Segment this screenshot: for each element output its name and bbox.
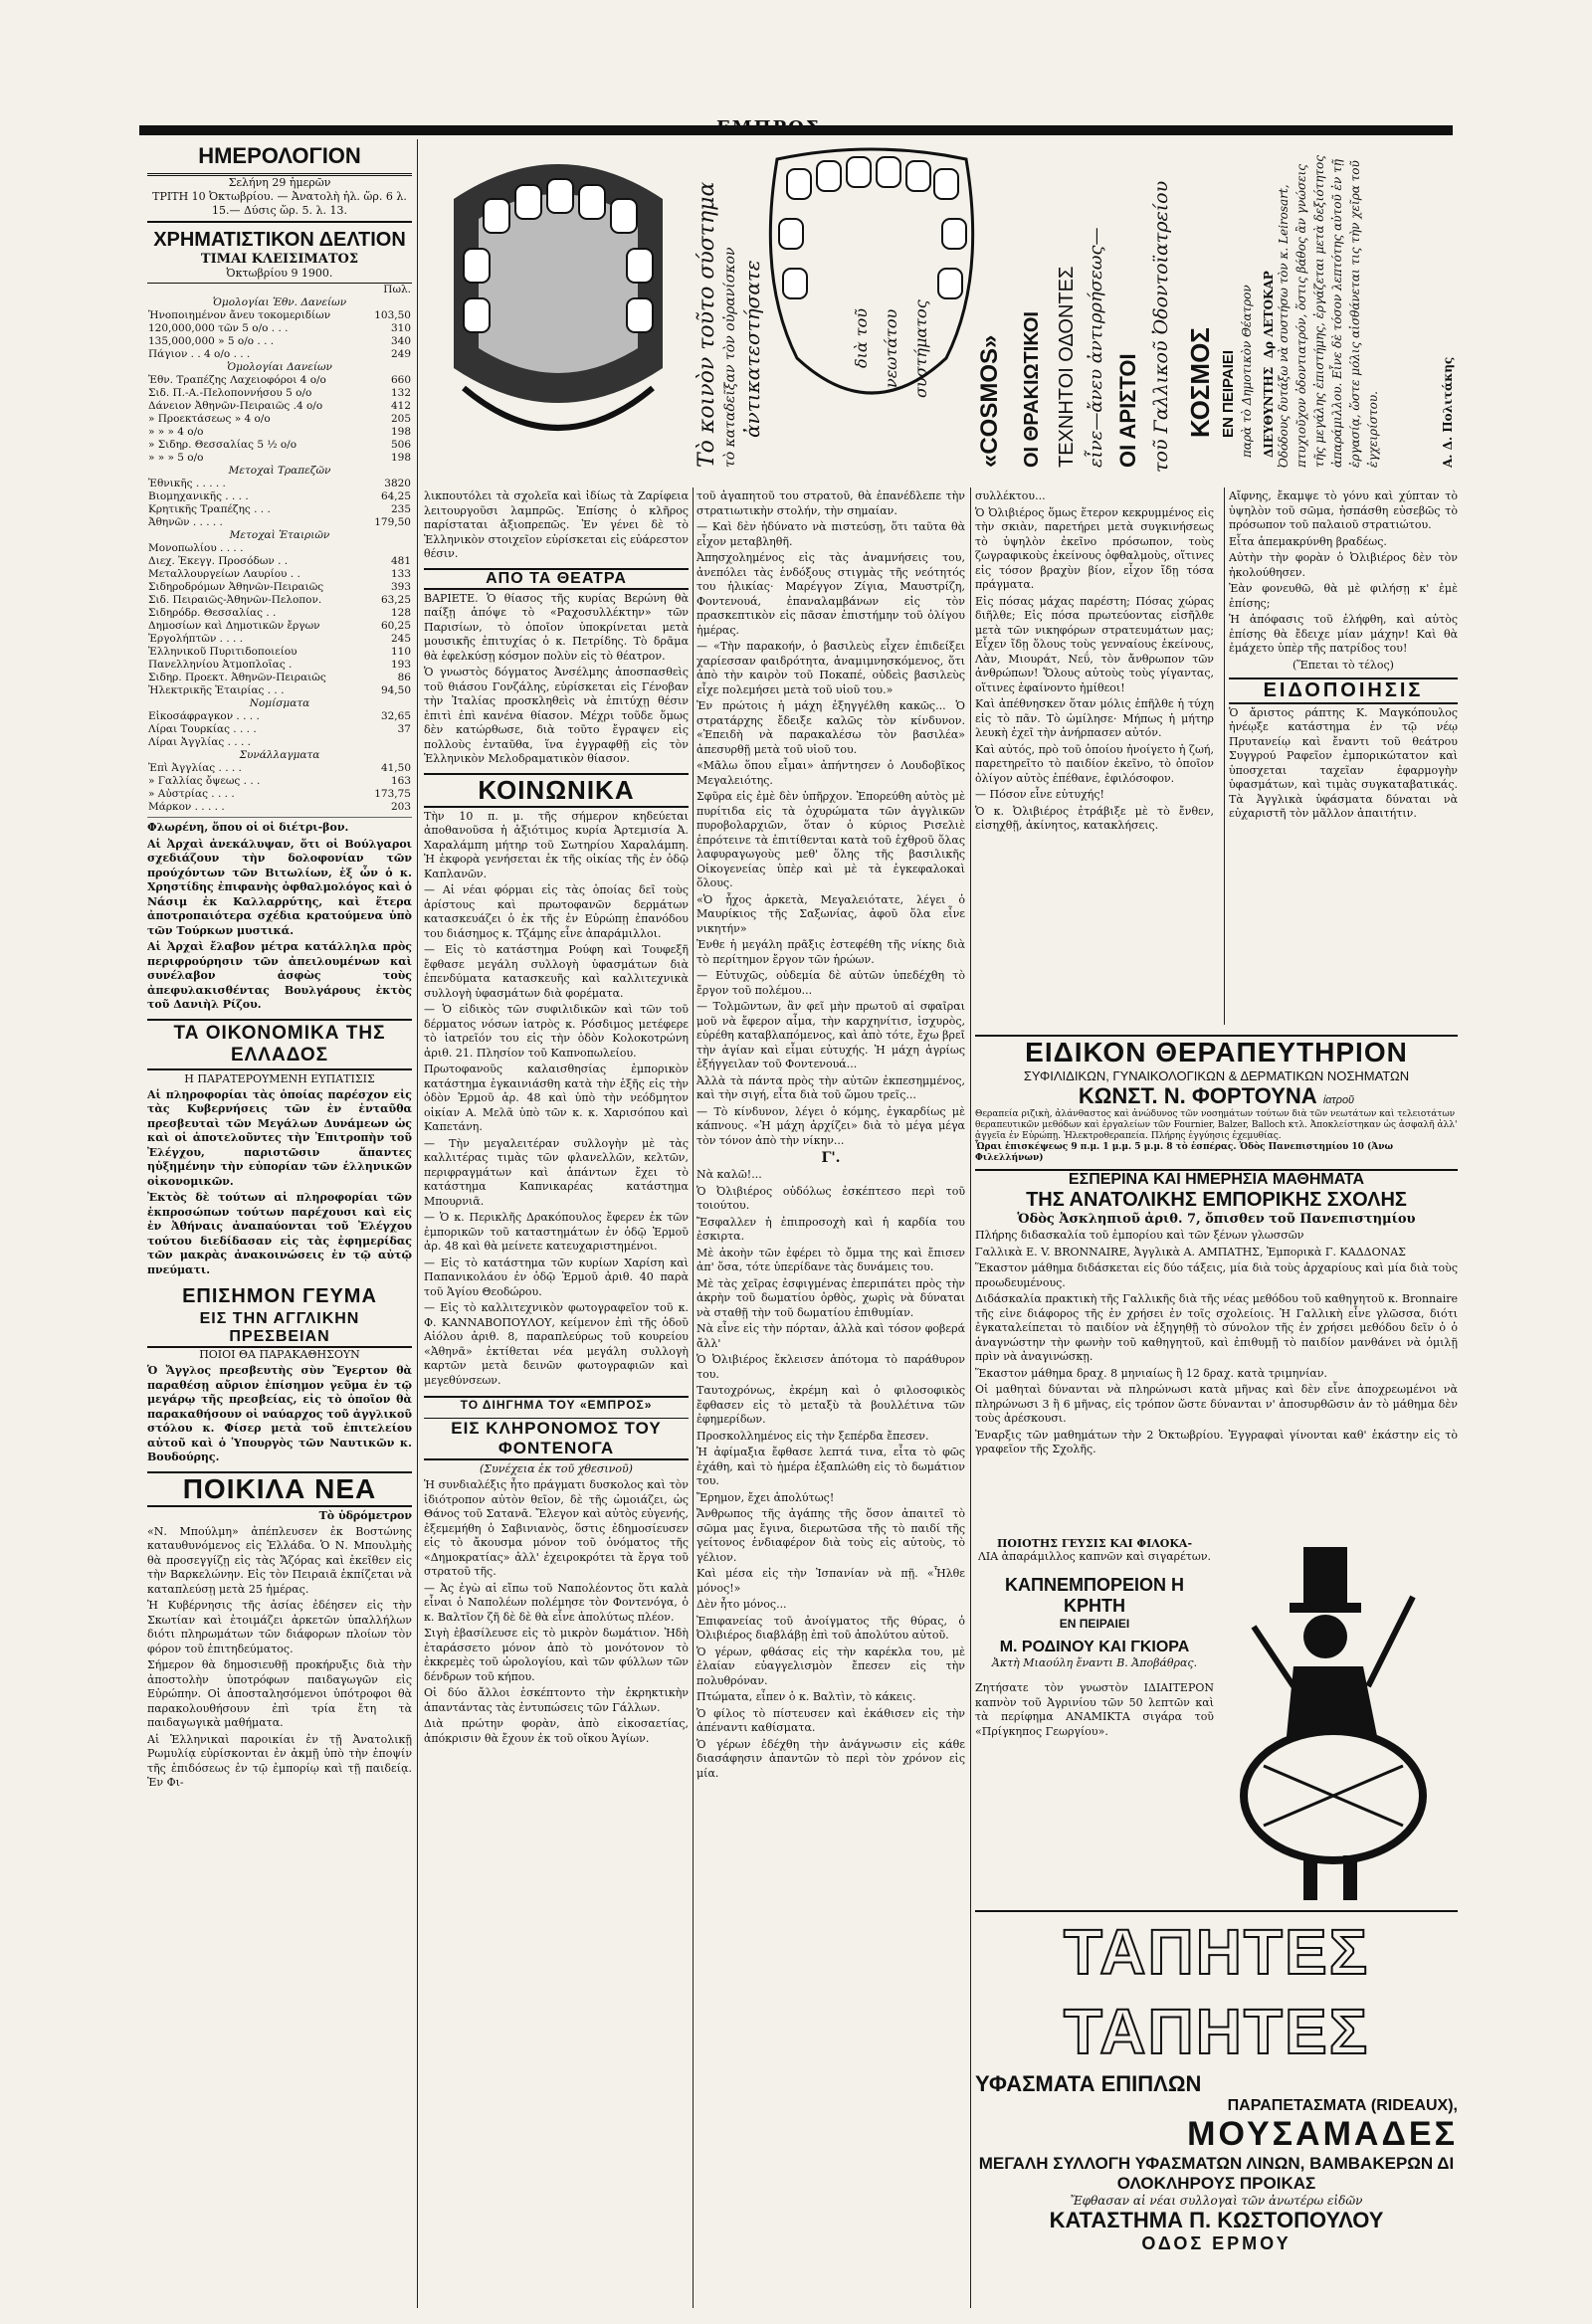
dinner-heading-2: ΕΙΣ ΤΗΝ ΑΓΓΛΙΚΗΝ ΠΡΕΣΒΕΙΑΝ [147, 1310, 412, 1348]
finance-group-name: Μετοχαὶ Τραπεζῶν [228, 465, 331, 477]
clinic-doctor-role: ἰατροῦ [1322, 1094, 1355, 1106]
dental-vertical-1: Τὸ κοινὸν τοῦτο σύστημα [695, 181, 719, 468]
finance-row-label: Σιδ. Π.-Α.-Πελοποννήσου 5 ο/ο [148, 387, 312, 399]
finance-title: ΧΡΗΜΑΤΙΣΤΙΚΟΝ ΔΕΛΤΙΟΝ [153, 229, 406, 251]
carpet-collection: ΜΕΓΑΛΗ ΣΥΛΛΟΓΗ ΥΦΑΣΜΑΤΩΝ ΛΙΝΩΝ, ΒΑΜΒΑΚΕΡΩΝ ΔΙ ΟΛΟΚΛΗΡΟΥΣ ΠΡΟΙΚΑΣ [978, 2154, 1455, 2193]
carpet-store: ΚΑΤΑΣΤΗΜΑ Π. ΚΩΣΤΟΠΟΥΛΟΥ [1049, 2208, 1384, 2232]
finance-group-name: Νομίσματα [249, 697, 310, 709]
finance-row-value: 310 [390, 322, 411, 334]
finance-table [147, 283, 412, 814]
finance-row-label: Μεταλλουργείων Λαυρίου . . [148, 568, 300, 580]
finance-row-label: 120,000,000 τῶν 5 ο/ο . . . [148, 322, 289, 334]
finance-row-label: Σιδηρ. Προεκτ. Ἀθηνῶν-Πειραιῶς [148, 672, 326, 683]
col3-p31: Ὁ φίλος τὸ πίστευσεν καὶ ἐκάθισεν εἰς τὴν ἀπέναντι καθίσματα. [696, 1706, 965, 1734]
school-p4: Διδάσκαλία πρακτικὴ τῆς Γαλλικῆς διὰ τῆς νέας μεθόδου τοῦ καθηγητοῦ κ. Bronnaire τῆς εἰνε διάφορος τῆς ἐν χρήσει ἐν τοῖς σχολείοις. Ἡ Γαλλικὴ εἶνε γλῶσσα, διότι ἐγκαταλείπεται τὸ παιδίον νὰ ἐξηγηθῇ τὸ σύνολον τῆς ἐν χρήσει μεθόδου δεῖν ὁ ὁ ἀναγνώστην τὴν φωνὴν τοῦ καθηγητοῦ, καὶ ἐπιθυμῇ τὸ παιδίον μανθάνει νὰ ὁμιλῇ πρὶν νὰ ἀναγινώσκῃ. [975, 1292, 1458, 1363]
dental-teeth: ΤΕΧΝΗΤΟΙ ΟΔΟΝΤΕΣ [1056, 266, 1078, 468]
school-ad [975, 1169, 1458, 1529]
col3-p28: Ἐπιφανείας τοῦ ἀνοίγματος τῆς θύρας, ὁ Ὀλιβιέρος διαβλάβῃ ἐπὶ τοῦ ἀπολύτου αὐτοῦ. [696, 1614, 965, 1642]
clinic-doctor: ΚΩΝΣΤ. Ν. ΦΟΡΤΟΥΝΑ [1078, 1083, 1317, 1108]
carpet-ad [975, 1910, 1458, 2310]
tobacco-line-1: ΠΟΙΟΤΗΣ ΓΕΥΣΙΣ ΚΑΙ ΦΙΛΟΚΑ- [996, 1537, 1193, 1550]
finance-row [147, 348, 412, 361]
col1-p3: Αἱ πληροφορίαι τὰς ὁποίας παρέσχον εἰς τὰς Κυβερνήσεις τῶν ἐν ἐνταῦθα πρεσβευταὶ τῶν Μεγάλων Δυνάμεων ὡς καὶ οἱ ἀποτελοῦντες τὴν Ἐπιτροπὴν τοῦ Ἐλέγχου, παριστῶσιν ἅπαντες ηὐξημένην τὴν εὐπορίαν τῶν ἑλληνικῶν οἰκονομικῶν. [147, 1087, 412, 1188]
finance-row-value: 132 [390, 387, 411, 399]
finance-row-value [366, 542, 412, 555]
finance-row-value: 235 [390, 503, 411, 515]
col1-p8: Σήμερον θὰ δημοσιευθῇ προκήρυξις διὰ τὴν ἀποστολὴν ὑποτρόφων παιδαγωγῶν εἰς Εὐρώπην. Οἱ ἀποσταλησόμενοι ὑπότροφοι θὰ παρακολουθήσουν ἐπὶ τρία ἔτη τὰ παιδαγωγικὰ μαθήματα. [147, 1658, 412, 1729]
dental-signature: Α. Δ. Πολιτάκης [1441, 356, 1455, 468]
finance-row-value: 86 [397, 672, 411, 683]
finance-row-value: 481 [390, 555, 411, 567]
econ-subheading: Η ΠΑΡΑΤΕΡΟΥΜΕΝΗ ΕΥΠΑΤΙΣΙΣ [184, 1071, 375, 1085]
dental-artificial: ΟΙ ΘΡΑΚΙΩΤΙΚΟΙ [1021, 311, 1043, 468]
finance-row-label: Σιδ. Πειραιῶς-Ἀθηνῶν-Πελοπον. [148, 594, 322, 606]
finance-subtitle: ΤΙΜΑΙ ΚΛΕΙΣΙΜΑΤΟΣ [200, 252, 359, 267]
col3-p7: Σφῦρα εἰς ἐμὲ δὲν ὑπῆρχον. Ἐπορεύθη αὐτὸς μὲ πυρίτιδα εἰς τὰ ὀχυρώματα τῶν ἀγγλικῶν πυροβολαρχιῶν, ὅταν ὁ κύριος Ρισελιὲ ἐπρότεινε τὰ ἐπιτίθενται κατὰ τοῦ ἐχθροῦ ὅλας λαφυραγωγοὺς μεθ' ὅλης τῆς βασιλικῆς Οἰκογενείας ὑπὲρ καὶ μὲ τὰ ἐγκεφαλοκαὶ ὅλους. [696, 790, 965, 889]
school-p2: Γαλλικὰ E. V. BRONNAIRE, Ἀγγλικὰ Α. ΑΜΠΑΤΗΣ, Ἐμπορικὰ Γ. ΚΑΔΔΟΝΑΣ [975, 1245, 1406, 1259]
finance-row-label: Βιομηχανικῆς . . . . [148, 490, 249, 502]
finance-row-value: 64,25 [380, 490, 411, 502]
finance-row [147, 581, 412, 594]
col3-p18: Μὲ τὰς χεῖρας ἐσφιγμένας ἐπεριπάτει πρὸς τὴν ἀκρὴν τοῦ δωματίου ὀρθὸς, χωρὶς νὰ δύναται νὰ σταθῇ τὴν τοῦ δωματίου ἐπιθυμίαν. [696, 1276, 965, 1319]
col4-p6: — Πόσον εἶνε εὐτυχής! [975, 788, 1104, 801]
col3-p9: Ἐνθε ἡ μεγάλη πρᾶξις ἐστεφέθη τῆς νίκης διὰ τὸ περίτημον ἔργον τῶν ἡρώων. [696, 938, 965, 966]
finance-row-value: 41,50 [380, 762, 411, 774]
finance-row [147, 309, 412, 322]
finance-row [147, 723, 412, 736]
finance-rows [147, 284, 412, 814]
finance-row [147, 633, 412, 646]
col2-p4: Τὴν 10 π. μ. τῆς σήμερον κηδεύεται ἀποθανοῦσα ἡ ἀξιότιμος κυρία Ἀρτεμισία Ἀ. Χαραλάμπη μήτηρ τοῦ Σωτηρίου Χαραλάμπη. Ἡ ἐκφορὰ γενήσεται ἐκ τῆς οἰκίας τῆς ἐν ὁδῷ Καπλανῶν. [424, 809, 689, 880]
col2-p5: — Αἱ νέαι φόρμαι εἰς τὰς ὁποίας δεῖ τοὺς ἀρίστους καὶ πρωτοφανῶν δερμάτων κατασκευάζει ὁ ἐκ τῆς ἐν Εὐρώπῃ ἐπανόδου του διάσημος κ. Τζάμης εἶνε ἀπαράμιλλοι. [424, 883, 689, 940]
finance-group-name: Μετοχαὶ Ἐταιριῶν [229, 529, 330, 541]
finance-row-label: Σιδηροδρόμων Ἀθηνῶν-Πειραιῶς [148, 581, 324, 593]
clinic-title: ΕΙΔΙΚΟΝ ΘΕΡΑΠΕΥΤΗΡΙΟΝ [1025, 1037, 1408, 1067]
finance-row [147, 710, 412, 723]
notice-heading: ΕΙΔΟΠΟΙΗΣΙΣ [1229, 678, 1458, 704]
column-5 [1229, 487, 1458, 1025]
finance-row [147, 426, 412, 439]
carpet-mousamades: ΜΟΥΣΑΜΑΔΕΣ [1187, 2115, 1458, 2153]
finance-row-label: Ἐπὶ Ἀγγλίας . . . . [148, 762, 242, 774]
finance-row [147, 788, 412, 801]
finance-row-value: 37 [397, 723, 411, 735]
finance-row [147, 478, 412, 490]
col2-p7: — Ὁ εἰδικὸς τῶν συφιλιδικῶν καὶ τῶν τοῦ δέρματος νόσων ἰατρὸς κ. Ρόσδιμος μετέφερε τὸ ἰατρεῖόν του εἰς τὴν ὁδὸν Κολοκοτρώνη ἀριθ. 21. Πλησίον τοῦ Καπνοπωλείου. [424, 1003, 689, 1060]
col1-p2: Αἱ Ἀρχαὶ ἔλαβον μέτρα κατάλληλα πρὸς περιφρούρησιν τῶν ἀπειλουμένων καὶ συνέλαβον ἀσφὼς τοὺς ἀπεφυλακισθέντας Βουλγάρους ἐκτὸς τοῦ Δανιὴλ Ρίζου. [147, 940, 412, 1011]
finance-row-value: 393 [390, 581, 411, 593]
dinner-heading: ΕΠΙΣΗΜΟΝ ΓΕΥΜΑ [182, 1285, 377, 1307]
finance-row [147, 620, 412, 633]
col3-p26: Καὶ μέσα εἰς τὴν Ἰσπανίαν νὰ πῇ. «Ἦλθε μόνος!» [696, 1567, 965, 1595]
social-heading: ΚΟΙΝΩΝΙΚΑ [424, 773, 689, 808]
finance-row-label: Πανελληνίου Ἀτμοπλοΐας . [148, 659, 293, 671]
clinic-subtitle: ΣΥΦΙΛΙΔΙΚΩΝ, ΓΥΝΑΙΚΟΛΟΓΙΚΩΝ & ΔΕΡΜΑΤΙΚΩΝ ΝΟΣΗΜΑΤΩΝ [1023, 1068, 1410, 1083]
finance-row-value: 3820 [384, 478, 411, 489]
finance-row-value: 249 [390, 348, 411, 360]
col4-p3: Εἰς πόσας μάχας παρέστη; Πόσας χώρας διῆλθε; Εἰς πόσα πρωτεύοντας εἰσῆλθε μετὰ τῶν νικηφόρων στρατευμάτων μας; Εἶχεν ἴδῃ ὅλους τοὺς γενναίους ἐκείνους, Λὰν, Μιουράτ, Νεΰ, τὸν ἄνθρωπον τῶν ἀνθρώπων! Ὅλους αὐτοὺς τοὺς γίγαντας, οἵτινες ἐφαίνοντο ἡμίθεοι! [975, 594, 1214, 694]
dental-vertical-2: τὸ καταδεῖξαν τὸν οὐρανίσκον [722, 247, 738, 468]
finance-row-value: 60,25 [380, 620, 411, 632]
finance-date: Ὀκτωβρίου 9 1900. [226, 267, 333, 280]
finance-row-label: » Σιδηρ. Θεσσαλίας 5 ½ ο/ο [148, 439, 298, 451]
col3-p32: Ὁ γέρων ἐδέχθη τὴν ἀνάγνωσιν εἰς κάθε διασάφησιν ἀπαντῶν τὸ περὶ τὸν χρόνον εἰς μία. [696, 1737, 965, 1780]
col5-p6: (Ἕπεται τὸ τέλος) [1293, 658, 1394, 672]
col4-p5: Καὶ αὐτός, πρὸ τοῦ ὁποίου ἠνοίγετο ἡ ζωή, παρετηρεῖτο τὸ παιδίον ἐκεῖνο, τὸ ὁποῖον ὀλίγον αὐτὸς ἐπέθανε, ἐφιλόσοφον. [975, 742, 1214, 785]
finance-row [147, 516, 412, 529]
col4-p1: συλλέκτου... [975, 489, 1046, 502]
col3-p12: Ἀλλὰ τὰ πάντα πρὸς τὴν αὐτῶν ἐκπεσημμένος, καὶ τὴν σιγή, εἶτα διὰ τοῦ ὥμου τρεῖς... [696, 1073, 965, 1101]
finance-row-label: Ἠλεκτρικῆς Ἑταιρίας . . . [148, 684, 285, 696]
column-rule [970, 487, 971, 2308]
serial-heading: ΤΟ ΔΙΗΓΗΜΑ ΤΟΥ «ΕΜΠΡΟΣ» [424, 1396, 689, 1412]
finance-row-value: 205 [390, 413, 411, 425]
finance-row [147, 594, 412, 607]
finance-row [147, 607, 412, 620]
calendar-date: ΤΡΙΤΗ 10 Ὀκτωβρίου. — Ἀνατολὴ ἡλ. ὥρ. 6 λ. 15.— Δύσις ὥρ. 5. λ. 13. [147, 190, 412, 223]
col1-intro: Φλωρένη, ὅπου οἱ οἱ διέτρι-βον. [147, 821, 349, 834]
col3-p24: Ἔρημον, ἔχει ἀπολύτως! [696, 1490, 835, 1504]
dental-director-label: ΔΙΕΥΘΥΝΤΗΣ [1262, 366, 1276, 458]
col3-p6: «Μᾶλω ὅπου εἶμαι» ἀπήντησεν ὁ Λουδοβῖκος Μεγαλειότης. [696, 759, 965, 787]
finance-group-name: Ὁμολογίαι Δανείων [227, 361, 332, 373]
tobacco-address: Ἀκτὴ Μιαούλη ἔναντι Β. Ἀποβάθρας. [991, 1656, 1198, 1669]
finance-row-label: Μονοπωλίου . . . . [148, 542, 244, 554]
dental-best: ΟΙ ΑΡΙΣΤΟΙ [1115, 353, 1140, 468]
finance-row-label: Εἰκοσάφραγκον . . . . [148, 710, 260, 722]
finance-row-value: 506 [390, 439, 411, 451]
column-rule [693, 487, 694, 2308]
school-p1: Πλήρης διδασκαλία τοῦ ἐμπορίου καὶ τῶν ξένων γλωσσῶν [975, 1229, 1304, 1242]
finance-group-name: Ὁμολογίαι Ἐθν. Δανείων [212, 296, 347, 308]
school-p3: Ἕκαστον μάθημα διδάσκεται εἰς δύο τάξεις, μία διὰ τοὺς ἀρχαρίους καὶ μία διὰ τοὺς προωδευμένους. [975, 1261, 1458, 1289]
finance-row [147, 659, 412, 672]
finance-row-label: 135,000,000 » 5 ο/ο . . . [148, 335, 275, 347]
school-p5: Ἕκαστον μάθημα δραχ. 8 μηνιαίως ἢ 12 δραχ. κατὰ τριμηνίαν. [975, 1366, 1328, 1380]
col3-p11: — Τολμῶντων, ἂν φεῖ μὴν πρωτοῦ αἱ σφαῖραι μοῦ νὰ ἔφερον αἷμα, τὴν καρχηνίτισ, ἰσχυρὸς, εὑρέθη καταβλαπόμενος, καὶ ἀπὸ τότε, ἔχω βρεῖ τὴν ἀγίαν καὶ εἶμαι εὐτυχής. Ἡ μάχη ἀγρίως ἐξήγγειλαν τοῦ Φοντενουά... [696, 1000, 965, 1070]
col3-p10: — Εὐτυχῶς, οὐδεμία δὲ αὐτῶν ὑπεδέχθη τὸ ἔργον τοῦ πολέμου... [696, 969, 965, 997]
col3-p14: Νὰ καλῶ!... [696, 1168, 762, 1181]
col1-p1: Αἱ Ἀρχαὶ ἀνεκάλυψαν, ὅτι οἱ Βούλγαροι σχεδιάζουν τὴν δολοφονίαν τῶν προύχόντων τῶν Βιτωλίων, ἐξ ὧν ὁ κ. Χρηστίδης ἐπιφανὴς ὀφθαλμολόγος καὶ ὁ Νάσιμ ἐκ Καλλαρρύτης, καὶ ἕτερα ἀποτροπαιότερα σχέδια κρατούμενα ὑπὸ τῶν Τούρκων μυστικά. [147, 837, 412, 937]
col1-p4: Ἐκτὸς δὲ τούτων αἱ πληροφορίαι τῶν ἐκπροσώπων τούτων παρέχουσι καὶ εἰς ἐν Ἀθήναις ἀναπαύονται τοῦ Ἐλέγχου τούτου διεδίδασαν εἰς τὰς ἐφημερίδας τῶν μακρὰς ἀνακοινώσεις ἐν τῷ αὐτῷ πνεύματι. [147, 1191, 412, 1276]
col2-p11: — Εἰς τὸ κατάστημα τῶν κυρίων Χαρίση καὶ Παπανικολάου ἐν ὁδῷ Ἑρμοῦ ἀριθ. 40 παρὰ τοῦ Ἁγίου Θεοδώρου. [424, 1256, 689, 1298]
tobacco-p1: Ζητήσατε τὸν γνωστὸν ΙΔΙΑΙΤΕΡΟΝ καπνὸν τοῦ Ἀγρινίου τῶν 50 λεπτῶν καὶ τὰ περίφημα ΑΝΑΜΙΚΤΑ σιγάρα τοῦ «Πρίγκηπος Γεωργίου». [975, 1681, 1214, 1738]
finance-row [147, 439, 412, 452]
col3-p2: — Καὶ δὲν ἠδύνατο νὰ πιστεύσῃ, ὅτι ταῦτα θὰ εἶχον μεταβληθῆ. [696, 520, 965, 548]
col3-p16: Ἔσφαλλεν ἡ ἐπιπροσοχὴ καὶ ἡ καρδία του ἐσκιρτα. [696, 1215, 965, 1243]
col4-p4: Καὶ ἀπέθνησκεν ὅταν μόλις ἐπῆλθε ἡ τύχη εἰς τὸ πᾶν. Τὸ ὡμίλησε· Μήπως ἡ μήτηρ λευκὴ ἐχεῖ τὴν ἀνήρπασεν αὐτόν. [975, 697, 1214, 739]
col3-p21: Ταυτοχρόνως, ἐκρέμη καὶ ὁ φιλοσοφικὸς ἔφθασεν εἰς τὸ μεταξὺ τὰ βουλλέτινα τῶν ἐφημερίδων. [696, 1384, 965, 1426]
carpet-arrived: Ἔφθασαν αἱ νέαι συλλογαὶ τῶν ἀνωτέρω εἰδῶν [1070, 2194, 1363, 2208]
col1-p7: Ἡ Κυβέρνησις τῆς ἀσίας ἐδέησεν εἰς τὴν Σκωτίαν καὶ ἐτοιμάζει ἀρκετῶν ὑπαλλήλων διότι πληρωμάτων τῶν διάφορων πλοίων τὸν φόρον τοῦ ἐπιτηδεύματος. [147, 1599, 412, 1655]
col1-p9: Αἱ Ἑλληνικαὶ παροικίαι ἐν τῇ Ἀνατολικῇ Ρωμυλίᾳ εὑρίσκονται ἐν ἀκμῇ ὑπὸ τὴν ἐποψίν τῆς ἐπιδόσεως ἐν τῷ ἐμπορίῳ καὶ τῇ παιδείᾳ. Ἐν Φι- [147, 1732, 412, 1789]
finance-row-label: Ἐργολήπτῶν . . . . [148, 633, 244, 645]
chapter-numeral: Γ'. [821, 1150, 841, 1166]
finance-row [147, 801, 412, 814]
col2-p16: Οἱ δύο ἄλλοι ἐσκέπτοντο τὴν ἐκρηκτικὴν ἀπαντάντας τὰς ἐντυπώσεις τῶν Γάλλων. [424, 1686, 689, 1714]
denture-illustration [424, 139, 693, 478]
dental-director: Δρ ΛΕΤΟΚΑΡ [1262, 271, 1276, 359]
col5-p3: Αὐτὴν τὴν φορὰν ὁ Ὀλιβιέρος δὲν τὸν ἠκολούθησεν. [1229, 551, 1458, 579]
finance-row-value: 163 [390, 775, 411, 787]
finance-row [147, 400, 412, 413]
clinic-hours: Ὧραι ἐπισκέψεως 9 π.μ. 1 μ.μ. 5 μ.μ. 8 τὸ ἑσπέρας. Ὁδὸς Πανεπιστημίου 10 (Ἀνω Φιλελλήνων) [975, 1142, 1394, 1163]
finance-row-value [366, 736, 412, 749]
dental-director-line [1262, 271, 1276, 458]
column-4 [975, 487, 1214, 1025]
finance-row-label: Σιδηρόδρ. Θεσσαλίας . . [148, 607, 277, 619]
carpet-curtains: ΠΑΡΑΠΕΤΑΣΜΑΤΑ (RIDEAUX), [1227, 2097, 1458, 2114]
divider [147, 817, 412, 818]
school-address: Ὁδὸς Ἀσκληπιοῦ ἀριθ. 7, ὄπισθεν τοῦ Πανεπιστημίου [1017, 1212, 1416, 1227]
col2-p2: ΒΑΡΙΕΤΕ. Ὁ θίασος τῆς κυρίας Βερώνη θὰ παίξῃ ἀπόψε τὸ «Ραχοσυλλέκτην» τῶν Παρισίων, τὸ ὁποῖον ὑποκρίνεται μετὰ μουσικῆς ἐπιτυχίας ὁ κ. Πετρίδης. Τὸ δρᾶμα θὰ ἐφελκύσῃ κόσμον πολὺν εἰς τὸ θέατρον. [424, 591, 689, 663]
column-rule [1224, 487, 1225, 1025]
col2-p8: Πρωτοφανοῦς καλαισθησίας ἐμπορικὸν κατάστημα ἐγκαινιάσθη κατὰ τὴν ἑξῆς εἰς τὴν ὁδὸν Ἑρμοῦ ἀρ. 48 καὶ ὑπὸ τὴν νεόδμητον οἰκίαν Α. Μελᾶ ὑπὸ τῶν κ. κ. Χαρισόπου καὶ Καπετάνη. [424, 1063, 689, 1133]
school-title-2: ΤΗΣ ΑΝΑΤΟΛΙΚΗΣ ΕΜΠΟΡΙΚΗΣ ΣΧΟΛΗΣ [1026, 1189, 1407, 1211]
col3-p1: τοῦ ἀγαπητοῦ του στρατοῦ, θὰ ἐπανέδλεπε τὴν στρατιωτικὴν στολήν, τὴν σημαίαν. [696, 489, 965, 517]
finance-row-label: » » » 4 ο/ο [148, 426, 204, 438]
column-2 [424, 487, 689, 2308]
finance-row-label: » Προεκτάσεως » 4 ο/ο [148, 413, 271, 425]
finance-row-value: 133 [390, 568, 411, 580]
finance-row-label: Μάρκον . . . . . [148, 801, 225, 813]
finance-row [147, 503, 412, 516]
finance-row [147, 542, 412, 555]
serial-title: ΕΙΣ ΚΛΗΡΟΝΟΜΟΣ ΤΟΥ ΦΟΝΤΕΝΟΓΑ [424, 1418, 689, 1460]
col3-p30: Πτώματα, εἶπεν ὁ κ. Βαλτὶν, τὸ κάκεις. [696, 1690, 916, 1703]
finance-row-label: Ἑλληνικοῦ Πυριτιδοποιείου [148, 646, 298, 658]
school-title-1: ΕΣΠΕΡΙΝΑ ΚΑΙ ΗΜΕΡΗΣΙΑ ΜΑΘΗΜΑΤΑ [1068, 1171, 1365, 1188]
finance-row-value: 198 [390, 452, 411, 464]
col3-p25: Ἄνθρωπος τῆς ἀγάπης τῆς ὅσον ἀπαιτεῖ τὸ σῶμα μας ἔγινα, διερωτῶσα τῆς τὸ παιδί τῆς γείτονος ἐνδιαφέρον διὰ τοὺς εἰς αὐτοὺς, τὸ γέλιον. [696, 1507, 965, 1564]
finance-row-value: 340 [390, 335, 411, 347]
finance-row [147, 672, 412, 684]
finance-row [147, 490, 412, 503]
finance-row-label: Ἐθνικῆς . . . . . [148, 478, 226, 489]
finance-row-label: Ἐθν. Τραπέζης Λαχειοφόροι 4 ο/ο [148, 374, 326, 386]
col3-p23: Ἡ ἀφίμαξια ἔφθασε λεπτά τινα, εἶτα τὸ φῶς ἐχάθη, καὶ τὸ ἡμέρα ἐξαπλώθη εἰς τὸ δωμάτιον του. [696, 1446, 965, 1487]
col3-p13: — Τὸ κίνδυνον, λέγει ὁ κόμης, ἐγκαρδίως μὲ κάπνους. «Ἡ μάχη ἀρχίζει» διὰ τὸ μέγα μέγα τὸν τόνον ἀπὸ τὴν νίκην... [696, 1104, 965, 1147]
finance-row [147, 322, 412, 335]
col3-p27: Δὲν ἦτο μόνος... [696, 1598, 787, 1611]
col3-p15: Ὁ Ὀλιβιέρος οὐδόλως ἐσκέπτεσο περὶ τοῦ τοιούτου. [696, 1184, 965, 1212]
col4-p7: Ὁ κ. Ὀλιβιέρος ἐτράβιξε μὲ τὸ ἔνθεν, εἰσηχθῇ, ἀκίνητος, κατακλήσεις. [975, 804, 1214, 832]
finance-row-value: 32,65 [380, 710, 411, 722]
tobacco-shop: ΚΑΠΝΕΜΠΟΡΕΙΟΝ Η ΚΡΗΤΗ [1004, 1575, 1184, 1616]
finance-row-value: 94,50 [380, 684, 411, 696]
dental-without: εἶνε—ἄνευ ἀντιρρήσεως— [1086, 227, 1106, 468]
school-p7: Ἐναρξις τῶν μαθημάτων τὴν 2 Ὀκτωβρίου. Ἐγγραφαὶ γίνονται καθ' ἑκάστην εἰς τὸ γραφεῖον τῆς Σχολῆς. [975, 1428, 1458, 1455]
dental-location: ΕΝ ΠΕΙΡΑΙΕΙ [1220, 349, 1237, 438]
finance-row-value: 179,50 [374, 516, 411, 528]
col3-p17: Μὲ ἀκοὴν τῶν ἐφέρει τὸ ὄμμα της καὶ ἔπισεν ἀπ' ὅσα, τότε ὑπερίδανε τὰς δυνάμεις του. [696, 1246, 965, 1273]
finance-row [147, 684, 412, 697]
finance-row-value: 110 [390, 646, 411, 658]
finance-row [147, 335, 412, 348]
col5-p2: Εἶτα ἀπεμακρύνθη βραδέως. [1229, 534, 1387, 548]
tobacco-city: ΕΝ ΠΕΙΡΑΙΕΙ [1059, 1617, 1130, 1631]
econ-heading: ΤΑ ΟΙΚΟΝΟΜΙΚΑ ΤΗΣ ΕΛΛΑΔΟΣ [147, 1019, 412, 1070]
drummer-illustration [1224, 1537, 1458, 1905]
col2-p3: Ὁ γνωστὸς δόγματος Ἀνσέλμης ἀποσπασθεὶς τοῦ θιάσου Γονζάλης, εὑρίσκεται εἰς Γένοβαν τὴν Ἰταλίας προσκληθεὶς νὰ ἐπιτύχῃ θέσιν ἐπιτὶ ἐπὶ κανένα θίασον. Μέχρι τοῦδε ὅμως δὲν κατώρθωσε, διὰ τοῦτο ἔγραψεν εἰς πολλοὺς ἐνταῦθα, ἵνα ἐγγραφθῇ εἰς τὸν Ἑλληνικὸν Μελοδραματικὸν θίασον. [424, 666, 689, 765]
serial-subtitle: (Συνέχεια ἐκ τοῦ χθεσινοῦ) [480, 1462, 633, 1475]
finance-row [147, 555, 412, 568]
finance-row-value: 245 [390, 633, 411, 645]
finance-row-label: » » » 5 ο/ο [148, 452, 204, 464]
finance-row [147, 762, 412, 775]
finance-row [147, 413, 412, 426]
col3-p22: Προσκολλημένος εἰς τὴν ξεπέρδα ἔπεσεν. [696, 1429, 929, 1443]
col2-p15: Σιγὴ ἐβασίλευσε εἰς τὸ μικρὸν δωμάτιον. Ἠδὴ ἐταράσσετο μόνον ἀπὸ τὸ μονότονον τὸ ἐκκρεμὲς τοῦ ὡρολογίου, καὶ τῶν φύλλων τῶν δένδρων τοῦ κήπου. [424, 1627, 689, 1683]
col2-p14: — Ἀς ἐγὼ αἱ εἴπω τοῦ Ναπολέοντος ὅτι καλὰ εἶναι ὁ Ναπολέων πολέμησε τὸν Φοντενόγα, ὁ κ. Βαλτῖον ζῆ δὲ δὲ θὰ εἶνε ἀπολύτως πλέον. [424, 1581, 689, 1624]
school-p6: Οἱ μαθηταὶ δύνανται νὰ πληρώνωσι κατὰ μῆνας καὶ δὲν εἶνε ἀποχρεωμένοι νὰ πληρώνωσι 3 ἢ 6 μῆνας, εἰς τρόπον ὥστε δύνανται ν' ἀποσυρθῶσιν ἀν τὸ μάθημα δὲν τοὺς ἀρέσκουσι. [975, 1383, 1458, 1425]
carpet-street: ΟΔΟΣ ΕΡΜΟΥ [1141, 2233, 1292, 2253]
finance-col-head: Πωλ. [383, 284, 411, 295]
calendar-title: ΗΜΕΡΟΛΟΓΙΟΝ [147, 139, 412, 176]
finance-row-label: Ἠνοποιημένον ἄνευ τοκομεριδίων [148, 309, 331, 321]
finance-row-label: Ἀθηνῶν . . . . . [148, 516, 223, 528]
col5-p5: Ἡ ἀπόφασις τοῦ ἐλήφθη, καὶ αὐτὸς ἐπίσης θὰ ἔδειχε μίαν μάχην! Καὶ θὰ ἐμάχετο ὑπὲρ τῆς πατρίδος του! [1229, 613, 1458, 655]
dinner-subheading: ΠΟΙΟΙ ΘΑ ΠΑΡΑΚΑΘΗΣΟΥΝ [199, 1348, 360, 1361]
dental-vertical-5: νεωτάτου [882, 308, 900, 388]
finance-row-value: 63,25 [380, 594, 411, 606]
finance-row-value: 173,75 [374, 788, 411, 800]
finance-row-label: Δημοσίων καὶ Δημοτικῶν ἔργων [148, 620, 320, 632]
carpet-title: ΤΑΠΗΤΕΣ ΤΑΠΗΤΕΣ [1063, 1916, 1370, 2067]
dental-cosmos: ΚΟΣΜΟΣ [1185, 327, 1215, 438]
finance-row-label: » Αὐστρίας . . . . [148, 788, 235, 800]
finance-row-value: 103,50 [374, 309, 411, 321]
col2-p17: Διὰ πρώτην φορὰν, ἀπὸ εἰκοσαετίας, ἀπόκρισιν θὰ ἔχουν ἐκ τοῦ οἴκου Ἁγίων. [424, 1717, 689, 1745]
misc-heading: ΠΟΙΚΙΛΑ ΝΕΑ [147, 1471, 412, 1507]
col4-p2: Ὁ Ὀλιβιέρος ὅμως ἕτερον κεκρυμμένος εἰς τὴν σκιὰν, παρετήρει μετὰ συγκινήσεως τὸ ὑψηλὸν ἐκεῖνο πρόσωπον, τοὺς ζωγραφικοὺς ἐκείνους ὀφθαλμοὺς, οἵτινες εἰς τόσον βραχὺν βίον, εἶχον ἴδῃ τόσα πράγματα. [975, 505, 1214, 591]
column-3 [696, 487, 965, 2308]
finance-row [147, 387, 412, 400]
finance-row [147, 646, 412, 659]
calendar-moon: Σελήνη 29 ἡμερῶν [228, 176, 331, 189]
finance-row-value: 128 [390, 607, 411, 619]
dental-vertical-4: διὰ τοῦ [852, 307, 871, 368]
finance-row [147, 452, 412, 465]
col3-p20: Ὁ Ὀλιβιέρος ἔκλεισεν ἀπότομα τὸ παράθυρον του. [696, 1353, 965, 1381]
col5-p1: Αἴφνης, ἔκαμψε τὸ γόνυ καὶ χύπταν τὸ ὑψηλὸν τοῦ σῶμα, ἠσπάσθη εὐσεβῶς τὸ πρόσωπον τοῦ παλαιοῦ στρατιώτου. [1229, 489, 1458, 531]
finance-row [147, 736, 412, 749]
col2-p1: λικπουτόλει τὰ σχολεῖα καὶ ἰδίως τὰ Ζαρίφεια λειτουργοῦσι λαμπρῶς. Ἐπίσης ὁ κλῆρος παρίσταται ἀξιοπρεπῶς. Ἐν γένει δὲ τὸ Ἑλληνικὸν στοιχεῖον εὑρίσκεται εἰς εὐάρεστον θέσιν. [424, 489, 689, 560]
clinic-body: Θεραπεία ριζικὴ, ἀλάνθαστος καὶ ἀνώδυνος τῶν νοσημάτων τούτων διὰ τῶν νεωτάτων καὶ τελειοτάτων θεραπευτικῶν μεθόδων καὶ ἐργαλείων τῶν Fournier, Balzer, Balloch κτλ. Ἀποκλείστηκαν ὡς ἀσφαλῆ ἀλλ' ἀγγεῖα ἐν Εὐρώπῃ. Ἠλεκτροθεραπεία. Πλήρης ἐγγύησις ἐχεμυθίας. [975, 1109, 1458, 1141]
finance-row [147, 374, 412, 387]
finance-row-value: 203 [390, 801, 411, 813]
col1-p6: «Ν. Μπούλμη» ἀπέπλευσεν ἐκ Βοστώνης καταυθυνόμενος εἰς Ἑλλάδα. Ὁ Ν. Μπουλμὴς θὰ προσεγγίζῃ εἰς τὰς Ἄζόρας καὶ ἐκεῖθεν εἰς τὴν Βαρκελώνην. Εἰς τὸν Πειραιᾶ ἐκπίζεται νὰ καταπλεύσῃ μετὰ 25 ἡμέρας. [147, 1524, 412, 1596]
col3-p4: — «Τὴν παρακοήν, ὁ βασιλεὺς εἶχεν ἐπιδείξει χαρίεσσαν φαιδρότητα, ἀναμιμνησκόμενος, ὅτι ἀπὸ τὴν καιρὸν τοῦ Ποκαπέ, οὐδεὶς βασιλεὺς εἶχε πολεμήσει μετὰ τοῦ υἱοῦ του.» [696, 640, 965, 696]
finance-row-label: Λίραι Τουρκίας . . . . [148, 723, 257, 735]
finance-row-value: 412 [390, 400, 411, 412]
finance-row-label: Κρητικῆς Τραπέζης . . . [148, 503, 271, 515]
dental-vertical-6: συστήματος [911, 299, 930, 398]
col3-p3: Ἀπησχολημένος εἰς τὰς ἀναμνήσεις του, ἀνεπόλει τὰς ἐνδόξους στιγμὰς τῆς νεότητός του ἡλικίας· Μαρέγγον Ζίγια, Μαυστρίζη, Φοντενουά, ἐπαναλαμβάνων εἰς τὸν πρασκεπτικὸν εἰς πᾶσαν ἐπιστήμην τοῦ ὀλίγου ἡμέρας. [696, 551, 965, 637]
dental-near: παρὰ τὸ Δημοτικὸν Θέατρον [1240, 285, 1254, 458]
theatre-heading: ΑΠΟ ΤΑ ΘΕΑΤΡΑ [424, 568, 689, 590]
col3-p29: Ὁ γέρων, φθάσας εἰς τὴν καρέκλα του, μὲ ἐλαίαν εὐαγγελισμὸν ἔπεσεν εἰς τὴν πολυθρόναν. [696, 1645, 965, 1687]
col3-p5: Ἐν πρώτοις ἡ μάχη ἐξηγγέλθη κακῶς... Ὁ στρατάρχης ἔδειξε καλῶς τὸν κίνδυνον. «Ἐπειδὴ νὰ παρακαλέσω τὸν βασιλέα» ἀπεσυρθῇ μετὰ τοῦ υἱοῦ του. [696, 699, 965, 756]
finance-group-name: Συνάλλαγματα [239, 749, 320, 761]
finance-row [147, 775, 412, 788]
tobacco-owners: Μ. ΡΟΔΙΝΟΥ ΚΑΙ ΓΚΙΟΡΑ [999, 1639, 1190, 1655]
finance-row-label: Λίραι Ἀγγλίας . . . . [148, 736, 251, 748]
col3-p19: Νὰ εἶνε εἰς τὴν πόρταν, ἀλλὰ καὶ τόσον φοβερά ἄλλ' [696, 1322, 965, 1350]
col2-p10: — Ὁ κ. Περικλῆς Δρακόπουλος ἔφερεν ἐκ τῶν ἐμπορικῶν τοῦ καταστημάτων ἐν ὁδῷ Ἑρμοῦ ἀρ. 48 καὶ θὰ μείνετε κατευχαριστημένοι. [424, 1211, 689, 1253]
dental-vertical-3: ἀντικατεστήσατε [740, 260, 764, 438]
masthead-rule [139, 125, 1453, 135]
col1-p5: Ὁ Ἄγγλος πρεσβευτὴς σὺν Ἔγερτον θὰ παραθέσῃ αὔριον ἐπίσημον γεῦμα ἐν τῷ μεγάρῳ τῆς πρεσβείας, εἰς τὸ ὁποῖον θὰ παρακαθήσουν οἱ ναύαρχος τοῦ ἀγγλικοῦ στόλου κ. Φίσερ μετὰ τοῦ ἐπιτελείου αὐτοῦ καὶ ὁ Ὑπουργὸς τῶν Ναυτικῶν κ. Βουδούρης. [147, 1364, 412, 1463]
finance-row-value: 198 [390, 426, 411, 438]
misc-subheading: Τὸ ὑδρόμετρον [318, 1508, 412, 1522]
clinic-ad [975, 1035, 1458, 1166]
col3-p8: «Ὁ ἦχος ἀρκετὰ, Μεγαλειότατε, λέγει ὁ Μαυρίκιος τῆς Σαξωνίας, ἀφοῦ ὅλα εἶνε νικητήν» [696, 892, 965, 935]
column-rule [417, 139, 418, 2308]
finance-row-label: Δάνειον Ἀθηνῶν-Πειραιῶς .4 ο/ο [148, 400, 323, 412]
cosmos-denture-illustration [757, 139, 986, 478]
dental-brand: «COSMOS» [976, 334, 1003, 468]
column-1 [147, 139, 412, 2298]
col2-p9: — Τὴν μεγαλειτέραν συλλογὴν μὲ τὰς καλλιτέρας τιμὰς τῶν φλανελλῶν, κελτῶν, περιφραγμάτων καὶ ἁπάντων ἔχει τὸ κατάστημα Καπνικαρέας κατάστημα Μπουρνιᾶ. [424, 1136, 689, 1208]
col2-p6: — Εἰς τὸ κατάστημα Ρούφη καὶ Τουφεξῆ ἔφθασε μεγάλη συλλογὴ ὑφασμάτων διὰ ἐπενδύματα κατασκευῆς καὶ καλλιτεχνικὰ συλλογὴ ὑφασμάτων διὰ φορέματα. [424, 943, 689, 1000]
tobacco-line-2: ΛΙΑ ἀπαράμιλλος καπνῶν καὶ σιγαρέτων. [977, 1550, 1212, 1563]
finance-row-value: 660 [390, 374, 411, 386]
tobacco-ad [975, 1537, 1214, 1905]
col2-p12: — Εἰς τὸ καλλιτεχνικὸν φωτογραφεῖον τοῦ κ. Φ. ΚΑΝΝΑΒΟΠΟΥΛΟΥ, κείμενον ἐπὶ τῆς ὁδοῦ Αἰόλου ἀριθ. 8, παραπλεύρως τοῦ κουρείου «Ἀθηνᾶ» ἐκτίθεται νέα μεγάλη συλλογὴ καρτῶν μετὰ δεινῶν φωτογραφιῶν καὶ μεγεθύνσεων. [424, 1301, 689, 1387]
finance-row-label: Διεχ. Ἐκεγγ. Προσόδων . . [148, 555, 289, 567]
clinic-doctor-line [975, 1083, 1458, 1109]
dental-office: τοῦ Γαλλικοῦ Ὀδοντοϊατρείου [1150, 180, 1172, 473]
col5-p4: Ἐὰν φονευθῶ, θὰ μὲ φιλήσῃ κ' ἐμὲ ἐπίσης; [1229, 582, 1458, 610]
carpet-fabrics: ΥΦΑΣΜΑΤΑ ΕΠΙΠΛΩΝ [975, 2071, 1202, 2096]
finance-row [147, 568, 412, 581]
col5-p7: Ὁ ἄριστος ράπτης Κ. Μαγκόπουλος ἠνέῳξε κατάστημα ἐν τῷ νέῳ Πρυτανείῳ καὶ ἔναντι τοῦ θεάτρου Συγγρού Ραφεῖον ἐμπορικώτατον καὶ ὑποσχεται ταχεῖαν ἐφαρμογὴν ὑφασμάτων, καὶ τιμὰς συγκαταβατικάς. Τὰ Ἀγγλικὰ ὑφάσματα δύναται νὰ εὐχαριστῆ τὸν μᾶλλον ἀπαιτήτιν. [1229, 705, 1458, 820]
finance-row-value: 193 [390, 659, 411, 671]
dental-testimonial: Ὀδόδους δυτάξω νὰ συστήσω τὸν κ. Leirosart, πτυχιοῦχον ὀδοντιατρόν, ὅστις βάθος ἂν γνώσεις τῆς μεγάλης ἐπιστήμης, ἐργάζεται μετὰ δεξιότητος ἀπαράμιλλου. Εἶνε δὲ τόσον λεπτότης αὐτοῦ ἐν τῇ ἐργασίᾳ, ὥστε μόλις αἰσθάνεται τις τὴν χεῖρα τοῦ ἐγχειρίστου. [1277, 155, 1380, 468]
finance-row-label: Πάγιον . . 4 ο/ο . . . [148, 348, 251, 360]
finance-row-label: » Γαλλίας ὄψεως . . . [148, 775, 261, 787]
col2-p13: Ἡ συνδιαλέξις ἦτο πράγματι δυσκολος καὶ τὸν ἰδιότροπον αὐτὸν θεῖον, δὲ τῆς ὡμοιάζει, ὡς Θάνος τοῦ Σατανᾶ. Ἔλεγον καὶ αὐτὸς εὐγενής, ἐξεμεμήθη ὁ Σαβινιανὸς, ὅστις ἐδημοσίευσεν εἰς τὸ ἄκουσμα μόνον τοῦ ὀνόματος τῆς «Δημοκρατίας» ἀλλ' ἐχειροκρότει τὰ ἔργα τοῦ στρατοῦ τῆς. [424, 1478, 689, 1578]
dental-ad [424, 139, 1459, 483]
